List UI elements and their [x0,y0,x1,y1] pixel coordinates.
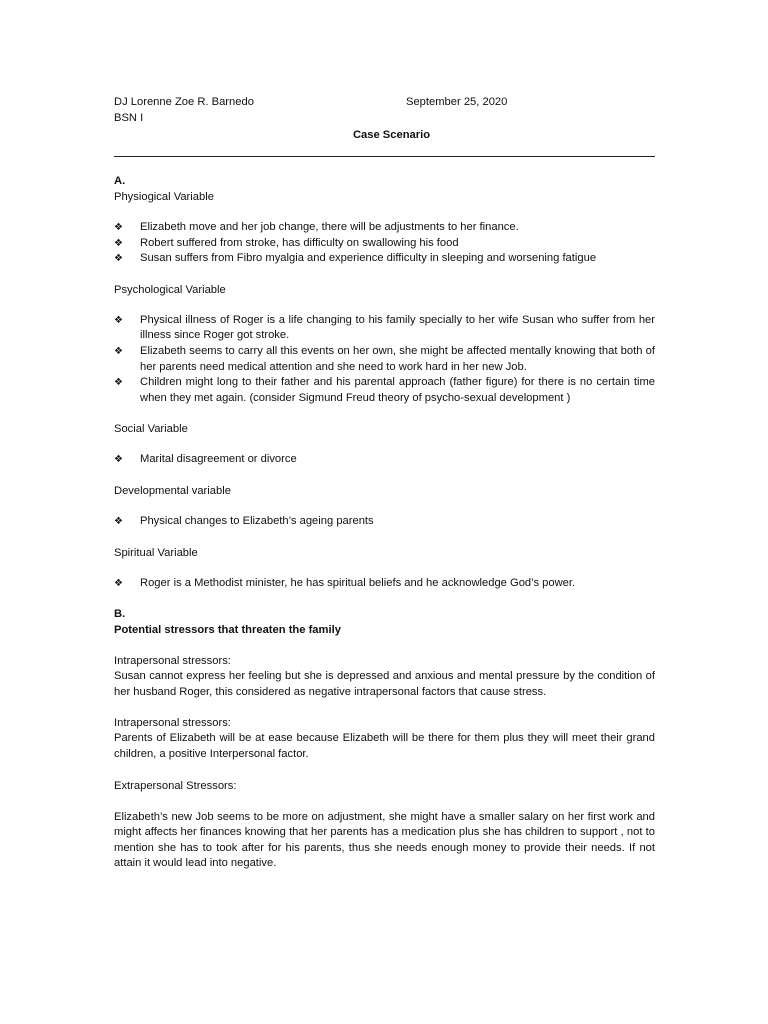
list-item [114,236,655,252]
list-item [114,251,655,267]
list-item-text: Susan suffers from Fibro myalgia and experience difficulty in sleeping and worsening fatigue [140,252,597,265]
stressor-paragraph: Susan cannot express her feeling but she is depressed and anxious and mental pressure by the condition of her husband Roger, this considered as negative intrapersonal factors that cause stress. [114,670,655,698]
spiritual-list [114,576,655,592]
document-date: September 25, 2020 [406,96,508,108]
section-b-letter: B. [114,608,126,621]
psychological-label: Psychological Variable [114,283,226,296]
list-item-text: Elizabeth move and her job change, there will be adjustments to her finance. [140,221,519,233]
list-item [114,514,655,530]
diamond-bullet-icon: ❖ [114,377,123,389]
spiritual-label: Spiritual Variable [114,546,198,559]
stressor-paragraph: Parents of Elizabeth will be at ease because Elizabeth will be there for them plus they will meet their grand children, a positive Interpersonal factor. [114,732,655,760]
spacer [114,794,655,810]
developmental-label: Developmental variable [114,484,231,497]
list-item [114,344,655,375]
physiological-list [114,220,655,267]
diamond-bullet-icon: ❖ [114,577,123,589]
diamond-bullet-icon: ❖ [114,454,123,466]
horizontal-divider [114,156,655,157]
list-item [114,220,655,236]
developmental-list [114,514,655,530]
psychological-list [114,313,655,407]
list-item [114,452,655,468]
list-item-text: Roger is a Methodist minister, he has spiritual beliefs and he acknowledge God’s power. [140,576,576,589]
section-a-letter: A. [114,175,126,187]
list-item-text: Physical illness of Roger is a life changing to his family specially to her wife Susan who suffer from her illness since Roger got stroke. [140,313,655,342]
social-list [114,452,655,468]
diamond-bullet-icon: ❖ [114,314,123,326]
list-item-text: Physical changes to Elizabeth’s ageing parents [140,514,374,527]
list-item [114,576,655,592]
header-row [114,94,655,110]
list-item [114,313,655,344]
physiological-label: Physiogical Variable [114,191,214,203]
diamond-bullet-icon: ❖ [114,515,123,527]
diamond-bullet-icon: ❖ [114,222,123,233]
stressor-heading: Intrapersonal stressors: [114,655,231,668]
list-item [114,375,655,406]
stressors-heading: Potential stressors that threaten the family [114,624,341,637]
list-item-text: Robert suffered from stroke, has difficulty on swallowing his food [140,236,459,249]
student-class: BSN I [114,112,144,124]
document-page [114,94,655,872]
stressor-heading: Intrapersonal stressors: [114,717,231,730]
document-title: Case Scenario [352,129,431,141]
list-item-text: Children might long to their father and his parental approach (father figure) for there is no certain time when they met again. (consider Sigmund Freud theory of psycho-sexual development ) [140,376,655,404]
stressor-heading: Extrapersonal Stressors: [114,779,237,792]
diamond-bullet-icon: ❖ [114,253,123,265]
list-item-text: Marital disagreement or divorce [140,453,297,466]
social-label: Social Variable [114,423,188,436]
stressor-paragraph: Elizabeth’s new Job seems to be more on adjustment, she might have a smaller salary on her first work and might affects her finances knowing that her parents has a medication plus she has children to support , not to mention she has to took after for his parents, thus she needs enough money to provide their needs. If not attain it would lead into negative. [114,810,655,870]
diamond-bullet-icon: ❖ [114,237,123,249]
diamond-bullet-icon: ❖ [114,345,123,357]
student-name: DJ Lorenne Zoe R. Barnedo [114,96,254,108]
list-item-text: Elizabeth seems to carry all this events on her own, she might be affected mentally knowing that both of her parents need medical attention and she need to work hard in her new Job. [140,344,655,373]
